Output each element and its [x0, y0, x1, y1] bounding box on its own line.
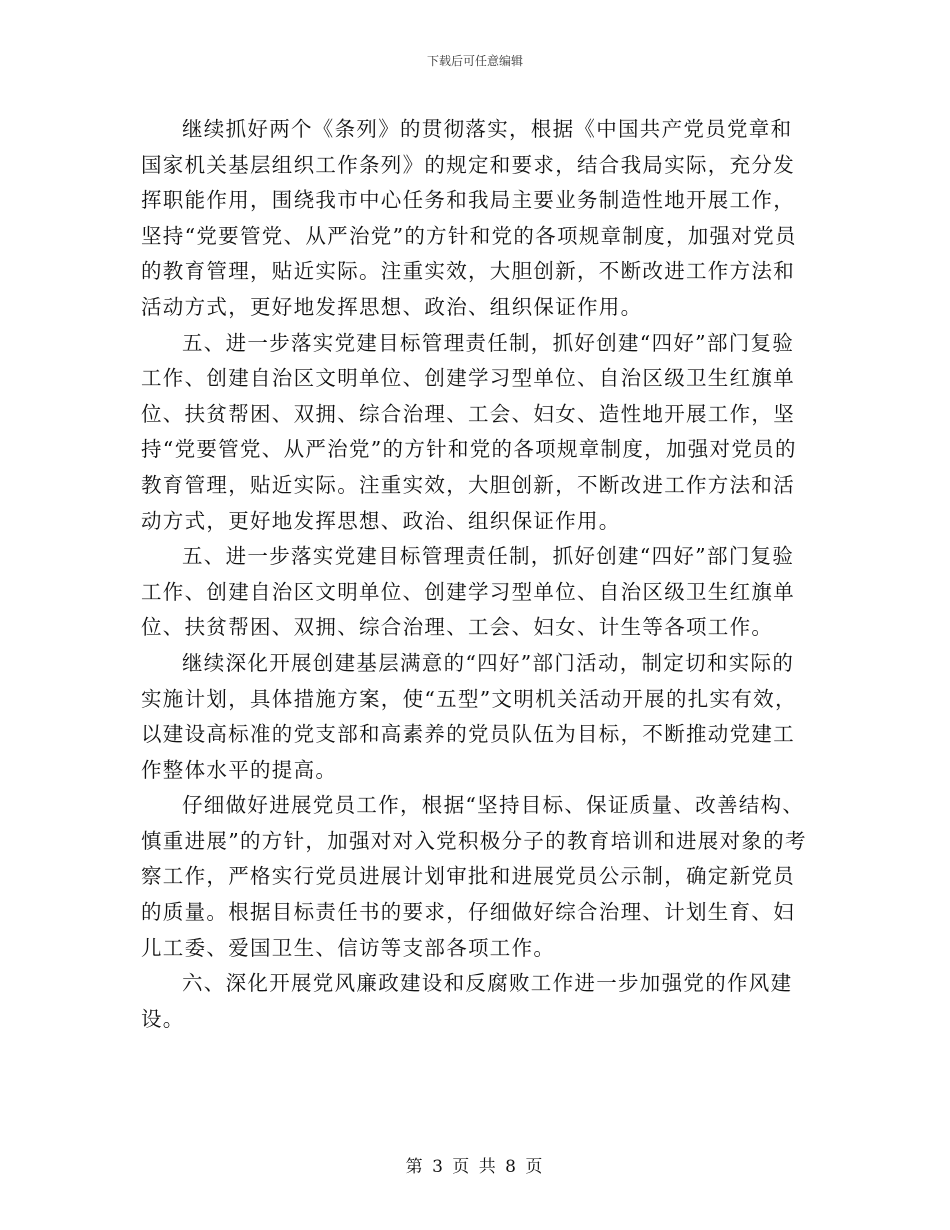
paragraph-1: 继续抓好两个《条列》的贯彻落实，根据《中国共产党员党章和国家机关基层组织工作条列》的规定和要求，结合我局实际，充分发挥职能作用，围绕我市中心任务和我局主要业务制造性地开展工作，坚持“党要管党、从严治党”的方针和党的各项规章制度，加强对党员的教育管理，贴近实际。注重实效，大胆创新，不断改进工作方法和活动方式，更好地发挥思想、政治、组织保证作用。: [141, 117, 797, 319]
paragraph-6: 六、深化开展党风廉政建设和反腐败工作进一步加强党的作风建设。: [141, 971, 793, 1031]
page-header: 下载后可任意编辑: [426, 54, 523, 68]
document-body: [141, 112, 813, 1037]
paragraph-2: 五、进一步落实党建目标管理责任制，抓好创建“四好”部门复验工作、创建自治区文明单位、创建学习型单位、自治区级卫生红旗单位、扶贫帮困、双拥、综合治理、工会、妇女、造性地开展工作，坚持“党要管党、从严治党”的方针和党的各项规章制度，加强对党员的教育管理，贴近实际。注重实效，大胆创新，不断改进工作方法和活动方式，更好地发挥思想、政治、组织保证作用。: [141, 330, 797, 533]
paragraph-3: 五、进一步落实党建目标管理责任制，抓好创建“四好”部门复验工作、创建自治区文明单位、创建学习型单位、自治区级卫生红旗单位、扶贫帮困、双拥、综合治理、工会、妇女、计生等各项工作。: [141, 544, 795, 640]
paragraph-4: 继续深化开展创建基层满意的“四好”部门活动，制定切和实际的实施计划，具体措施方案，使“五型”文明机关活动开展的扎实有效，以建设高标准的党支部和高素养的党员队伍为目标，不断推动党建工作整体水平的提高。: [141, 650, 797, 782]
page-number-footer: 第 3 页 共 8 页: [405, 1157, 545, 1177]
paragraph-5: 仔细做好进展党员工作，根据“坚持目标、保证质量、改善结构、慎重进展”的方针，加强对对入党积极分子的教育培训和进展对象的考察工作，严格实行党员进展计划审批和进展党员公示制，确定新党员的质量。根据目标责任书的要求，仔细做好综合治理、计划生育、妇儿工委、爱国卫生、信访等支部各项工作。: [141, 793, 807, 960]
